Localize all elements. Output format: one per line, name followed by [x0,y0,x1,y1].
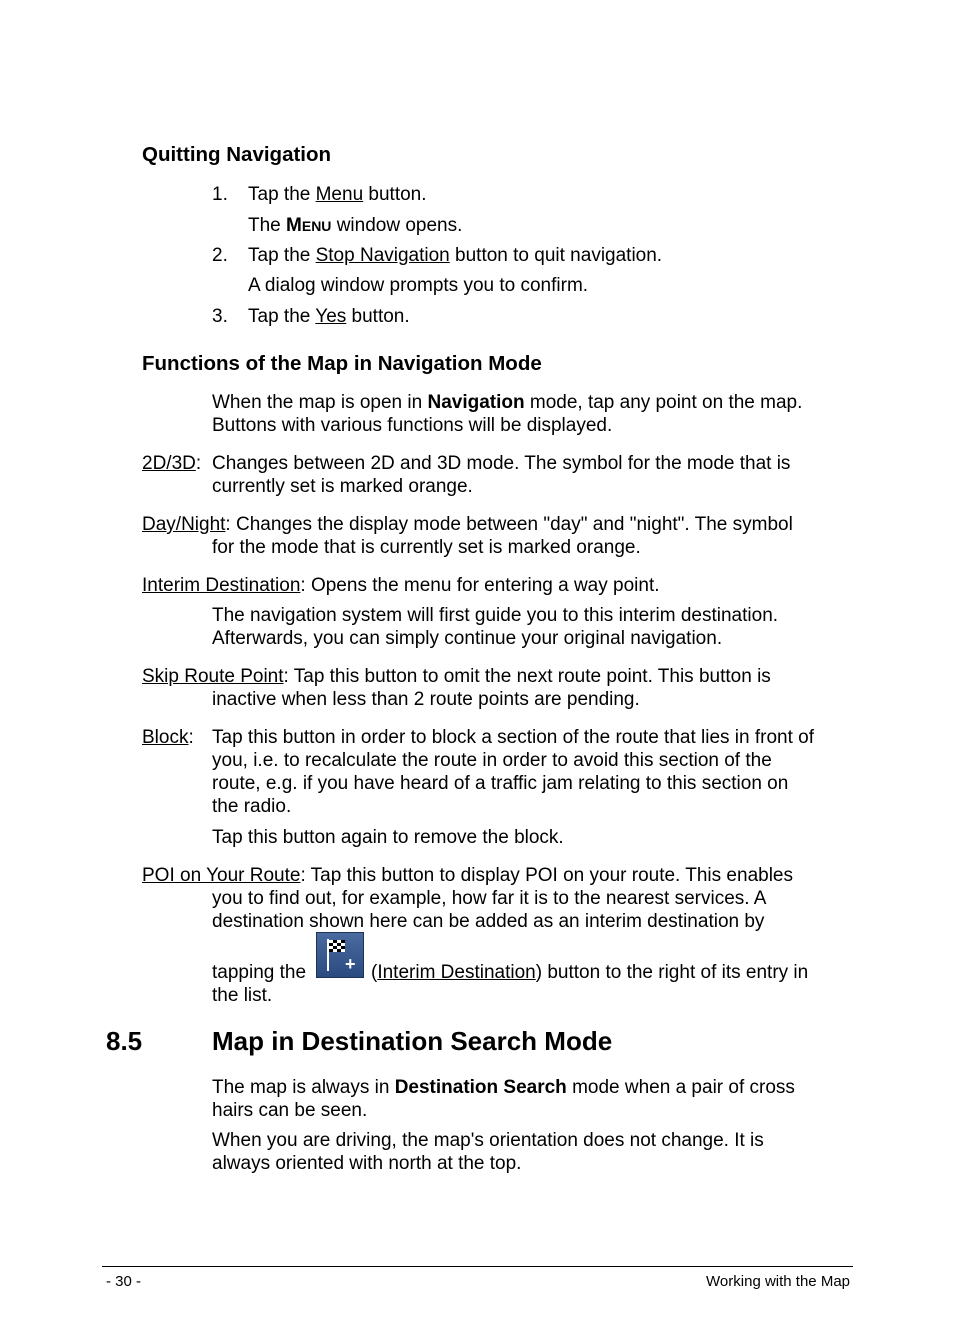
paragraph: The map is always in Destination Search mode when a pair of cross [212,1077,795,1098]
term-interim-destination: Interim Destination: Opens the menu for entering a way point. [142,575,660,596]
term-block: Block: [142,727,194,748]
definition: The navigation system will first guide you to this interim destination. [212,605,779,626]
section-heading-functions: Functions of the Map in Navigation Mode [142,352,542,375]
definition: inactive when less than 2 route points are pending. [212,689,640,710]
yes-link[interactable]: Yes [315,306,347,327]
definition: for the mode that is currently set is marked orange. [212,537,641,558]
definition: destination shown here can be added as an interim destination by [212,911,765,932]
term-2d3d: 2D/3D: [142,453,202,474]
poi-on-your-route-link[interactable]: POI on Your Route [142,865,301,886]
block-link[interactable]: Block [142,727,189,748]
step-result: The MENU window opens. [248,215,463,236]
definition: route, e.g. if you have heard of a traffic jam relating to this section on [212,773,789,794]
paragraph: hairs can be seen. [212,1100,368,1121]
menu-link[interactable]: Menu [315,184,364,205]
section-number: 8.5 [106,1026,143,1056]
stop-navigation-link[interactable]: Stop Navigation [315,245,450,266]
day-night-link[interactable]: Day/Night [142,514,226,535]
interim-destination-flag-icon: + [316,932,364,978]
skip-route-point-link[interactable]: Skip Route Point [142,666,284,687]
paragraph: always oriented with north at the top. [212,1153,522,1174]
definition: Changes between 2D and 3D mode. The symbol for the mode that is [212,453,791,474]
section-title: Map in Destination Search Mode [212,1026,613,1056]
definition: currently set is marked orange. [212,476,473,497]
interim-destination-link[interactable]: Interim Destination [377,962,536,983]
step-number: 3. [212,306,228,327]
paragraph: Buttons with various functions will be displayed. [212,415,613,436]
definition: you to find out, for example, how far it is to the nearest services. A [212,888,767,909]
step-number: 2. [212,245,228,266]
term-day-night: Day/Night: Changes the display mode between "day" and "night". The symbol [142,514,793,535]
page-number: - 30 - [106,1273,142,1290]
step-text: Tap the Menu button. [248,184,427,205]
step-result: A dialog window prompts you to confirm. [248,275,589,296]
step-text: Tap the Yes button. [248,306,410,327]
chapter-title: Working with the Map [706,1273,850,1290]
term-poi-on-your-route: POI on Your Route: Tap this button to display POI on your route. This enables [142,865,793,886]
section-heading-quitting: Quitting Navigation [142,143,332,166]
paragraph: When you are driving, the map's orientation does not change. It is [212,1130,764,1151]
term-skip-route-point: Skip Route Point: Tap this button to omit the next route point. This button is [142,666,771,687]
definition: (Interim Destination) button to the right of its entry in [371,962,809,983]
definition: the radio. [212,796,292,817]
definition: Tap this button in order to block a section of the route that lies in front of [212,727,815,748]
definition: Afterwards, you can simply continue your original navigation. [212,628,723,649]
step-number: 1. [212,184,228,205]
definition: the list. [212,985,273,1006]
definition: Tap this button again to remove the block. [212,827,564,848]
definition: you, i.e. to recalculate the route in order to avoid this section of the [212,750,772,771]
paragraph: When the map is open in Navigation mode, tap any point on the map. [212,392,803,413]
footer-divider [102,1266,853,1267]
2d3d-link[interactable]: 2D/3D [142,453,196,474]
definition: tapping the [212,962,307,983]
step-text: Tap the Stop Navigation button to quit navigation. [248,245,663,266]
interim-destination-link[interactable]: Interim Destination [142,575,301,596]
